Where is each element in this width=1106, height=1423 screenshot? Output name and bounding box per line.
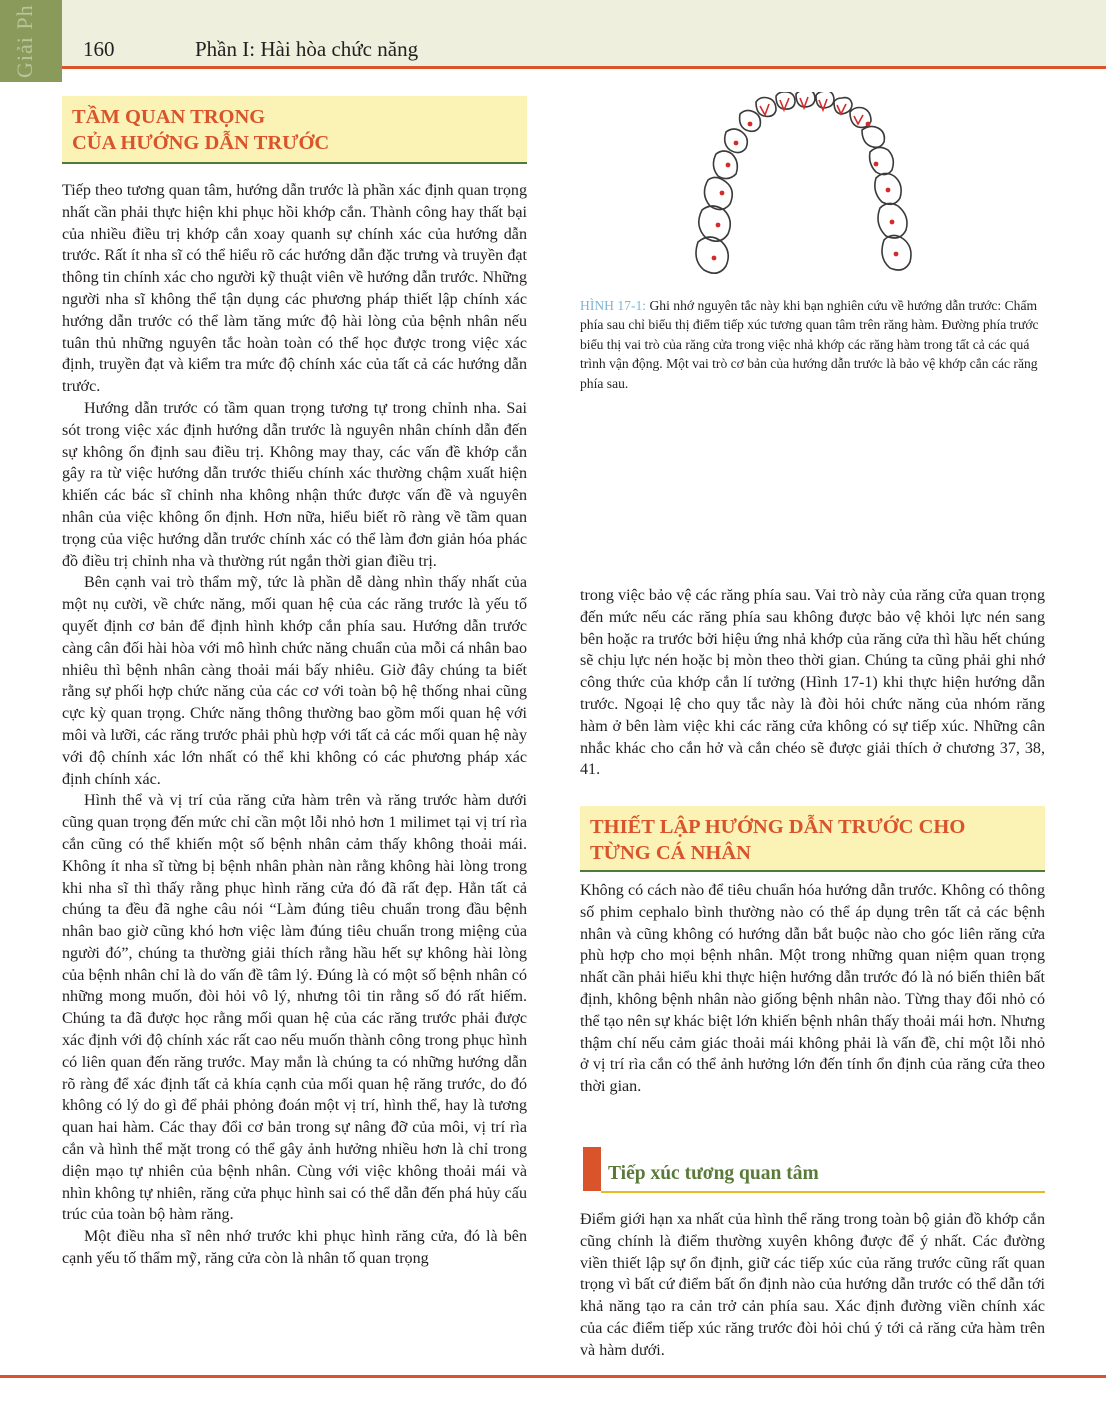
figure-caption xyxy=(580,296,1048,393)
page-number: 160 xyxy=(83,37,115,61)
section-heading-line2: TỪNG CÁ NHÂN xyxy=(590,842,751,864)
section-heading-line1: TẦM QUAN TRỌNG xyxy=(72,106,266,128)
section-heading-individual xyxy=(580,806,1045,872)
paragraph: Hình thể và vị trí của răng cửa hàm trên và răng trước hàm dưới cũng quan trọng đến mức chỉ cần một lỗi nhỏ hơn 1 milimet tại vị trí rìa cắn cũng có thể khiến một số bệnh nhân cảm thấy không thoải mái. Không ít nha sĩ từng bị bệnh nhân phàn nàn rằng không hài lòng trong khi nha sĩ thì thấy rằng phục hình răng cửa đó đã rất đẹp. Hẳn tất cả chúng ta đều đã nghe câu nói “Làm đúng tiêu chuẩn trong đầu bệnh nhân bao giờ cũng khó hơn việc làm đúng tiêu chuẩn trong miệng của người đó”, chúng ta thường giải thích rằng hầu hết sự không hài lòng của bệnh nhân chỉ là do vấn đề tâm lý. Đúng là có một số bệnh nhân có những mong muốn, đòi hỏi vô lý, nhưng tôi tin rằng số đó rất hiếm. Chúng ta đã được học rằng mối quan hệ của các răng trước phải được xác định với độ chính xác rất cao nếu muốn thành công trong phục hình có liên quan đến răng trước. May mắn là chúng ta có những hướng dẫn rõ ràng để xác định tất cả khía cạnh của mối quan hệ răng trước, do đó không có lý do gì để phải phỏng đoán một vị trí, hình thể, hay là tương quan hai hàm. Các thay đổi cơ bản trong sự nâng đỡ của môi, vị trí rìa cắn và hình thể mặt trong có thể gây ảnh hưởng nhiều hơn là chỉ trong diện mạo tự nhiên của bệnh nhân. Cùng với việc không thoải mái và nhìn không tự nhiên, răng cửa phục hình sai có thể dẫn đến phá hủy cấu trúc của toàn bộ hàm răng. xyxy=(62,792,527,1224)
arch-teeth xyxy=(696,92,911,273)
subsection-heading xyxy=(583,1147,1045,1191)
figure-label: HÌNH 17-1: xyxy=(580,298,647,313)
contact-dots xyxy=(712,122,899,261)
section2-body xyxy=(580,880,1045,1098)
subsection-body xyxy=(580,1209,1045,1362)
section-heading-rule xyxy=(62,162,527,164)
paragraph: Hướng dẫn trước có tầm quan trọng tương tự trong chỉnh nha. Sai sót trong việc xác định hướng dẫn trước là nguyên nhân chính dẫn đến sự không ổn định sau điều trị. Không may thay, các vấn đề khớp cắn gây ra từ việc hướng dẫn trước thiếu chính xác thường chậm xuất hiện khiến các bác sĩ chỉnh nha không nhận thức được vấn đề và nguyên nhân của việc không ổn định. Hơn nữa, hiểu biết rõ ràng về tầm quan trọng của việc hướng dẫn trước chính xác có thể làm đơn giản hóa phác đồ điều trị chỉnh nha và thường rút ngắn thời gian điều trị. xyxy=(62,399,527,570)
subsection-title: Tiếp xúc tương quan tâm xyxy=(608,1163,819,1184)
paragraph: Không có cách nào để tiêu chuẩn hóa hướng dẫn trước. Không có thông số phim cephalo bình thường nào có thể áp dụng trên tất cả các bệnh nhân và cũng không có hướng dẫn bắt buộc nào cho góc liên răng cửa phù hợp cho mọi bệnh nhân. Một trong những quan niệm quan trọng nhất cần phải hiểu khi thực hiện hướng dẫn trước đó là nó biến thiên bất định, không bệnh nhân nào giống bệnh nhân nào. Từng thay đổi nhỏ có thể tạo nên sự khác biệt lớn khiến bệnh nhân thấy thoải mái hơn. Nhưng thậm chí nếu cảm giác thoải mái không phải là vấn đề, chỉ một lỗi nhỏ ở vị trí rìa cắn có thể ảnh hưởng lớn đến tính ổn định của răng cửa theo thời gian. xyxy=(580,882,1045,1096)
paragraph: Một điều nha sĩ nên nhớ trước khi phục hình răng cửa, đó là bên cạnh yếu tố thẩm mỹ, răng cửa còn là nhân tố quan trọng xyxy=(62,1228,527,1268)
running-head: Phần I: Hài hòa chức năng xyxy=(195,37,419,61)
paragraph: Tiếp theo tương quan tâm, hướng dẫn trước là phần xác định quan trọng nhất cần phải thực hiện khi phục hồi khớp cắn. Thành công hay thất bại của nhiều điều trị khớp cắn xoay quanh sự chính xác của hướng dẫn trước. Rất ít nha sĩ có thể hiểu rõ các hướng dẫn đặc trưng và truyền đạt thông tin chính xác cho người kỹ thuật viên về hướng dẫn trước. Những người nha sĩ không thể tận dụng các phương pháp thiết lập chính xác hướng dẫn trước có thể làm tăng mức độ hài lòng của bệnh nhân nếu tuân thủ những nguyên tắc hoàn toàn có thể học được trong việc xác định, truyền đạt và kiểm tra mức độ chính xác của tất cả các hướng dẫn trước. xyxy=(62,182,527,396)
left-column xyxy=(62,180,527,1270)
right-column-continuation xyxy=(580,585,1045,781)
paragraph: Bên cạnh vai trò thẩm mỹ, tức là phần dễ dàng nhìn thấy nhất của một nụ cười, về chức năng, mối quan hệ của các răng trước là yếu tố quyết định cơ bản để định hình khớp cắn phía sau. Hướng dẫn trước càng cân đối hài hòa với mô hình chức năng chuẩn của mỗi cá nhân bao nhiêu thì bệnh nhân càng thoải mái bấy nhiêu. Giờ đây chúng ta biết rằng sự phối hợp chức năng của các cơ với toàn bộ hệ thống nhai cũng cực kỳ quan trọng. Chức năng thông thường bao gồm mối quan hệ với môi và lưỡi, các răng trước phải phù hợp với tất cả các mối quan hệ này với độ chính xác lớn nhất có thể khi không có các phương pháp xác định chính xác. xyxy=(62,574,527,788)
side-tab-label: Giải Ph xyxy=(12,4,37,78)
section-heading-rule xyxy=(580,870,1045,872)
page-header xyxy=(0,0,1106,67)
subsection-rule xyxy=(601,1191,1045,1193)
paragraph: trong việc bảo vệ các răng phía sau. Vai trò này của răng cửa quan trọng đến mức nếu các răng phía sau không được bảo vệ khỏi lực nén sang bên hoặc ra trước bởi hiệu ứng nhả khớp của răng cửa thì hầu hết chúng sẽ chịu lực nén hoặc bị mòn theo thời gian. Chúng ta cũng phải ghi nhớ công thức của khớp cắn lí tưởng (Hình 17-1) khi thực hiện hướng dẫn trước. Ngoại lệ cho quy tắc này là đòi hỏi chức năng của nhóm răng hàm ở bên làm việc khi các răng cửa không có sự tiếp xúc. Những cân nhắc khác cho cắn hở và cắn chéo sẽ được giải thích ở chương 37, 38, 41. xyxy=(580,587,1045,779)
footer-rule xyxy=(0,1375,1106,1378)
section-heading-line2: CỦA HƯỚNG DẪN TRƯỚC xyxy=(72,132,330,154)
side-tab xyxy=(0,0,62,82)
caption-text: Ghi nhớ nguyên tắc này khi bạn nghiên cứu về hướng dẫn trước: Chấm phía sau chỉ biểu thị điểm tiếp xúc tương quan tâm trên răng hàm. Đường phía trước biểu thị vai trò của răng cửa trong việc nhả khớp các răng hàm trong tất cả các quá trình vận động. Một vai trò cơ bản của hướng dẫn trước là bảo vệ khớp cắn các răng phía sau. xyxy=(580,298,1039,391)
subsection-marker xyxy=(583,1147,601,1191)
paragraph: Điểm giới hạn xa nhất của hình thể răng trong toàn bộ giản đồ khớp cắn cũng chính là điểm thường xuyên không được để ý nhất. Các đường viền thiết lập sự ổn định, giữ các tiếp xúc của răng trước cũng rất quan trọng vì bất cứ điểm bất ổn định nào của hướng dẫn trước có thể dẫn tới khả năng tạo ra cản trở cản phía sau. Xác định đường viền chính xác của các điểm tiếp xúc răng trước đòi hỏi chú ý tới cả răng cửa hàm trên và hàm dưới. xyxy=(580,1211,1045,1359)
header-rule xyxy=(62,66,1106,69)
dental-arch-figure xyxy=(688,92,920,288)
section-heading-line1: THIẾT LẬP HƯỚNG DẪN TRƯỚC CHO xyxy=(590,816,966,838)
section-heading-importance xyxy=(62,96,527,164)
